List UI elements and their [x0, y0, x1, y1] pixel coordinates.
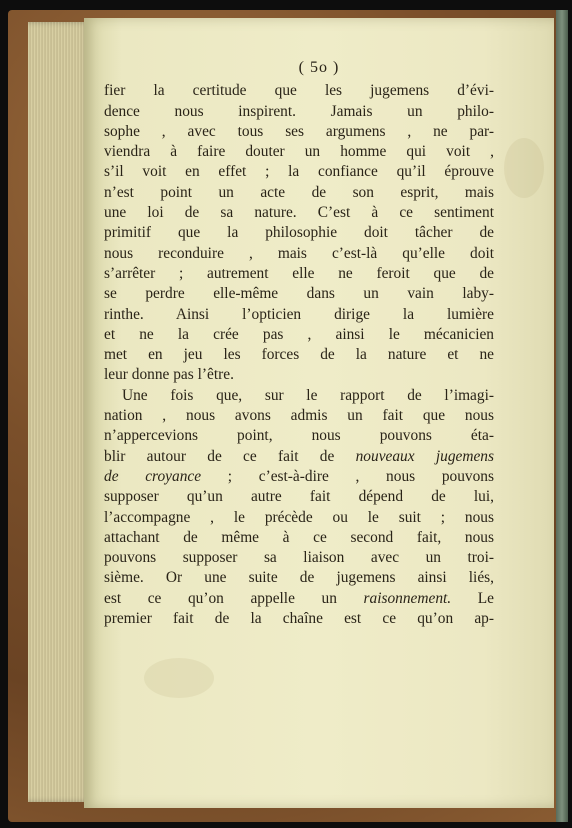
text-line — [104, 467, 494, 487]
italic-phrase: nouveaux jugemens — [355, 447, 494, 465]
text-line: leur donne pas l’être. — [104, 366, 234, 384]
book-spine — [556, 10, 568, 822]
text-line — [104, 447, 494, 467]
text-line: nous reconduire , mais c’est-là qu’elle doit — [104, 244, 494, 262]
text-line: fier la certitude que les jugemens d’évi- — [104, 82, 494, 100]
text-line: met en jeu les forces de la nature et ne — [104, 346, 494, 364]
paper-stain — [144, 658, 214, 698]
text-line: supposer qu’un autre fait dépend de lui, — [104, 488, 494, 506]
text-line: viendra à faire douter un homme qui voit , — [104, 143, 494, 161]
text-line: sième. Or une suite de jugemens ainsi liés, — [104, 569, 494, 587]
text-line: pouvons supposer sa liaison avec un troi- — [104, 549, 494, 567]
text-line: attachant de même à ce second fait, nous — [104, 528, 494, 546]
text-line: nation , nous avons admis un fait que nous — [104, 407, 494, 425]
text-line: dence nous inspirent. Jamais un philo- — [104, 102, 494, 120]
text-line: se perdre elle-même dans un vain laby- — [104, 285, 494, 303]
page-number: ( 5o ) — [298, 59, 340, 76]
italic-phrase: de croyance — [104, 467, 202, 485]
text-line: une loi de sa nature. C’est à ce sentiment — [104, 204, 494, 222]
text-line: Une fois que, sur le rapport de l’imagi- — [122, 386, 494, 404]
paper-stain — [504, 138, 544, 198]
page-text — [104, 58, 494, 629]
text-line: s’il voit en effet ; la confiance qu’il éprouve — [104, 163, 494, 181]
text-segment: ; c’est-à-dire , nous pouvons — [201, 467, 494, 485]
italic-phrase: raisonnement. — [363, 589, 452, 607]
text-line — [104, 589, 494, 609]
text-line: l’accompagne , le précède ou le suit ; nous — [104, 508, 494, 526]
text-segment: blir autour de ce fait de — [104, 447, 356, 465]
page-edges — [28, 22, 90, 802]
text-line: rinthe. Ainsi l’opticien dirige la lumière — [104, 305, 494, 323]
text-line: premier fait de la chaîne est ce qu’on ap- — [104, 610, 494, 628]
text-line: n’est point un acte de son esprit, mais — [104, 183, 494, 201]
text-line: n’appercevions point, nous pouvons éta- — [104, 427, 494, 445]
text-line: sophe , avec tous ses argumens , ne par- — [104, 122, 494, 140]
text-line: et ne la crée pas , ainsi le mécanicien — [104, 325, 494, 343]
text-segment: Le — [451, 589, 494, 607]
text-line: s’arrêter ; autrement elle ne feroit que de — [104, 264, 494, 282]
text-line: primitif que la philosophie doit tâcher de — [104, 224, 494, 242]
text-segment: est ce qu’on appelle un — [104, 589, 364, 607]
